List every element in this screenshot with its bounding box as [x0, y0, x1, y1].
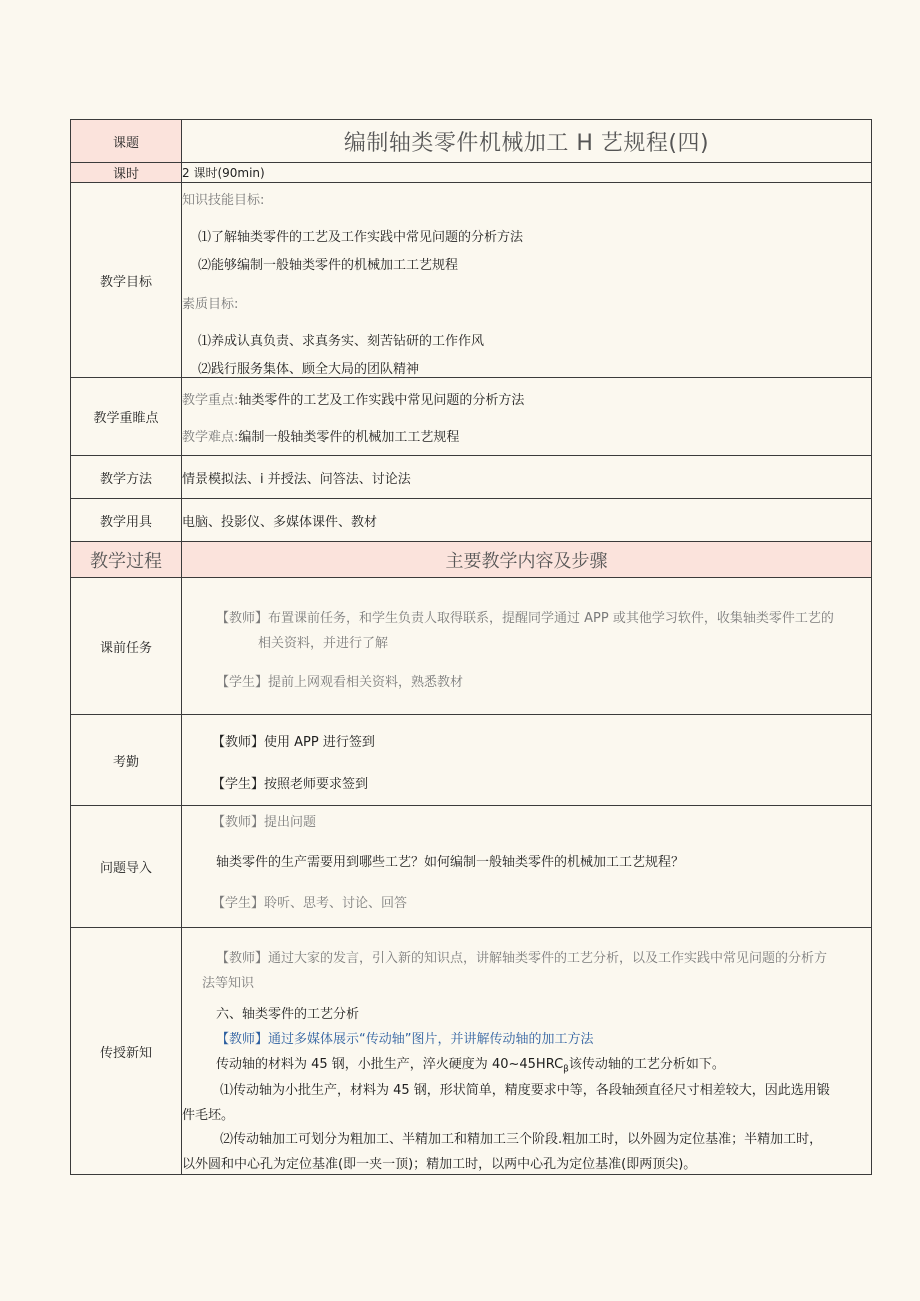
- nk-point1-a: ⑴传动轴为小批生产，材料为 45 钢，形状简单，精度要求中等，各段轴颈直径尺寸相差较大，因此选用锻: [220, 1083, 830, 1098]
- nk-material-pre: 传动轴的材料为 45 钢，小批生产，淬火硬度为 40~45HRC: [216, 1057, 564, 1072]
- knowledge-item-1: ⑴了解轴类零件的工艺及工作实践中常见问题的分析方法: [198, 230, 524, 245]
- new-knowledge-label: 传授新知: [71, 928, 182, 1175]
- pre-class-content: [182, 578, 872, 715]
- nk-point2-a: ⑵传动轴加工可划分为粗加工、半精加工和精加工三个阶段.粗加工时，以外圆为定位基准；半精加工时，: [220, 1132, 823, 1147]
- topic-title: 编制轴类零件机械加工 H 艺规程(四): [182, 120, 872, 163]
- nk-point2-b: 以外圆和中心孔为定位基准(即一夹一顶)；精加工时，以两中心孔为定位基准(即两顶尖)。: [182, 1157, 697, 1172]
- process-header-left: 教学过程: [71, 542, 182, 578]
- nk-point1-b: 件毛坯。: [182, 1108, 235, 1123]
- knowledge-item-2: ⑵能够编制一般轴类零件的机械加工工艺规程: [198, 258, 459, 273]
- knowledge-heading: 知识技能目标:: [182, 193, 265, 208]
- quality-heading: 素质目标:: [182, 297, 239, 312]
- lesson-plan-table: [70, 119, 872, 1175]
- pre-class-label: 课前任务: [71, 578, 182, 715]
- intro-label: 问题导入: [71, 806, 182, 928]
- objectives-content: [182, 183, 872, 378]
- tools-label: 教学用具: [71, 499, 182, 542]
- attendance-content: [182, 715, 872, 806]
- nk-section-title: 六、轴类零件的工艺分析: [216, 1007, 360, 1022]
- quality-item-1: ⑴养成认真负责、求真务实、刻苦钻研的工作作风: [198, 334, 485, 349]
- pre-class-student: 【学生】提前上网观看相关资料，熟悉教材: [216, 675, 464, 690]
- difficulty-prefix: 教学难点:: [182, 430, 239, 445]
- nk-material-sub: β: [563, 1064, 569, 1075]
- pre-class-teacher-line1: 【教师】布置课前任务，和学生负责人取得联系，提醒同学通过 APP 或其他学习软件，收集轴类零件工艺的: [216, 611, 834, 626]
- hours-label: 课时: [71, 163, 182, 183]
- intro-content: [182, 806, 872, 928]
- focus-text: 轴类零件的工艺及工作实践中常见问题的分析方法: [238, 393, 525, 408]
- quality-item-2: ⑵践行服务集体、顾全大局的团队精神: [198, 362, 420, 377]
- topic-label: 课题: [71, 120, 182, 163]
- pre-class-teacher-line2: 相关资料，并进行了解: [258, 636, 389, 651]
- methods-value: 情景模拟法、i 并授法、问答法、讨论法: [182, 456, 872, 499]
- attendance-teacher: 【教师】使用 APP 进行签到: [212, 735, 375, 750]
- intro-student: 【学生】聆听、思考、讨论、回答: [212, 896, 408, 911]
- focus-line: [182, 389, 524, 408]
- methods-label: 教学方法: [71, 456, 182, 499]
- intro-teacher: 【教师】提出问题: [212, 815, 317, 830]
- new-knowledge-content: [182, 928, 872, 1175]
- nk-teacher-intro-2: 法等知识: [202, 976, 255, 991]
- attendance-label: 考勤: [71, 715, 182, 806]
- key-points-label: 教学重睢点: [71, 378, 182, 456]
- hours-value: 2 课时(90min): [182, 163, 872, 183]
- nk-material-post: 该传动轴的工艺分析如下。: [568, 1057, 725, 1072]
- key-points-content: [182, 378, 872, 456]
- difficulty-text: 编制一般轴类零件的机械加工工艺规程: [238, 430, 460, 445]
- tools-value: 电脑、投影仪、多媒体课件、教材: [182, 499, 872, 542]
- attendance-student: 【学生】按照老师要求签到: [212, 777, 369, 792]
- nk-teacher-blue: 【教师】通过多媒体展示“传动轴”图片，并讲解传动轴的加工方法: [216, 1032, 594, 1047]
- process-header-right: 主要教学内容及步骤: [182, 542, 872, 578]
- difficulty-line: [182, 426, 459, 445]
- nk-material: [216, 1053, 725, 1075]
- nk-teacher-intro-1: 【教师】通过大家的发言，引入新的知识点，讲解轴类零件的工艺分析，以及工作实践中常见问题的分析方: [216, 951, 828, 966]
- objectives-label: 教学目标: [71, 183, 182, 378]
- intro-question: 轴类零件的生产需要用到哪些工艺？如何编制一般轴类零件的机械加工工艺规程？: [216, 855, 685, 870]
- focus-prefix: 教学重点:: [182, 393, 239, 408]
